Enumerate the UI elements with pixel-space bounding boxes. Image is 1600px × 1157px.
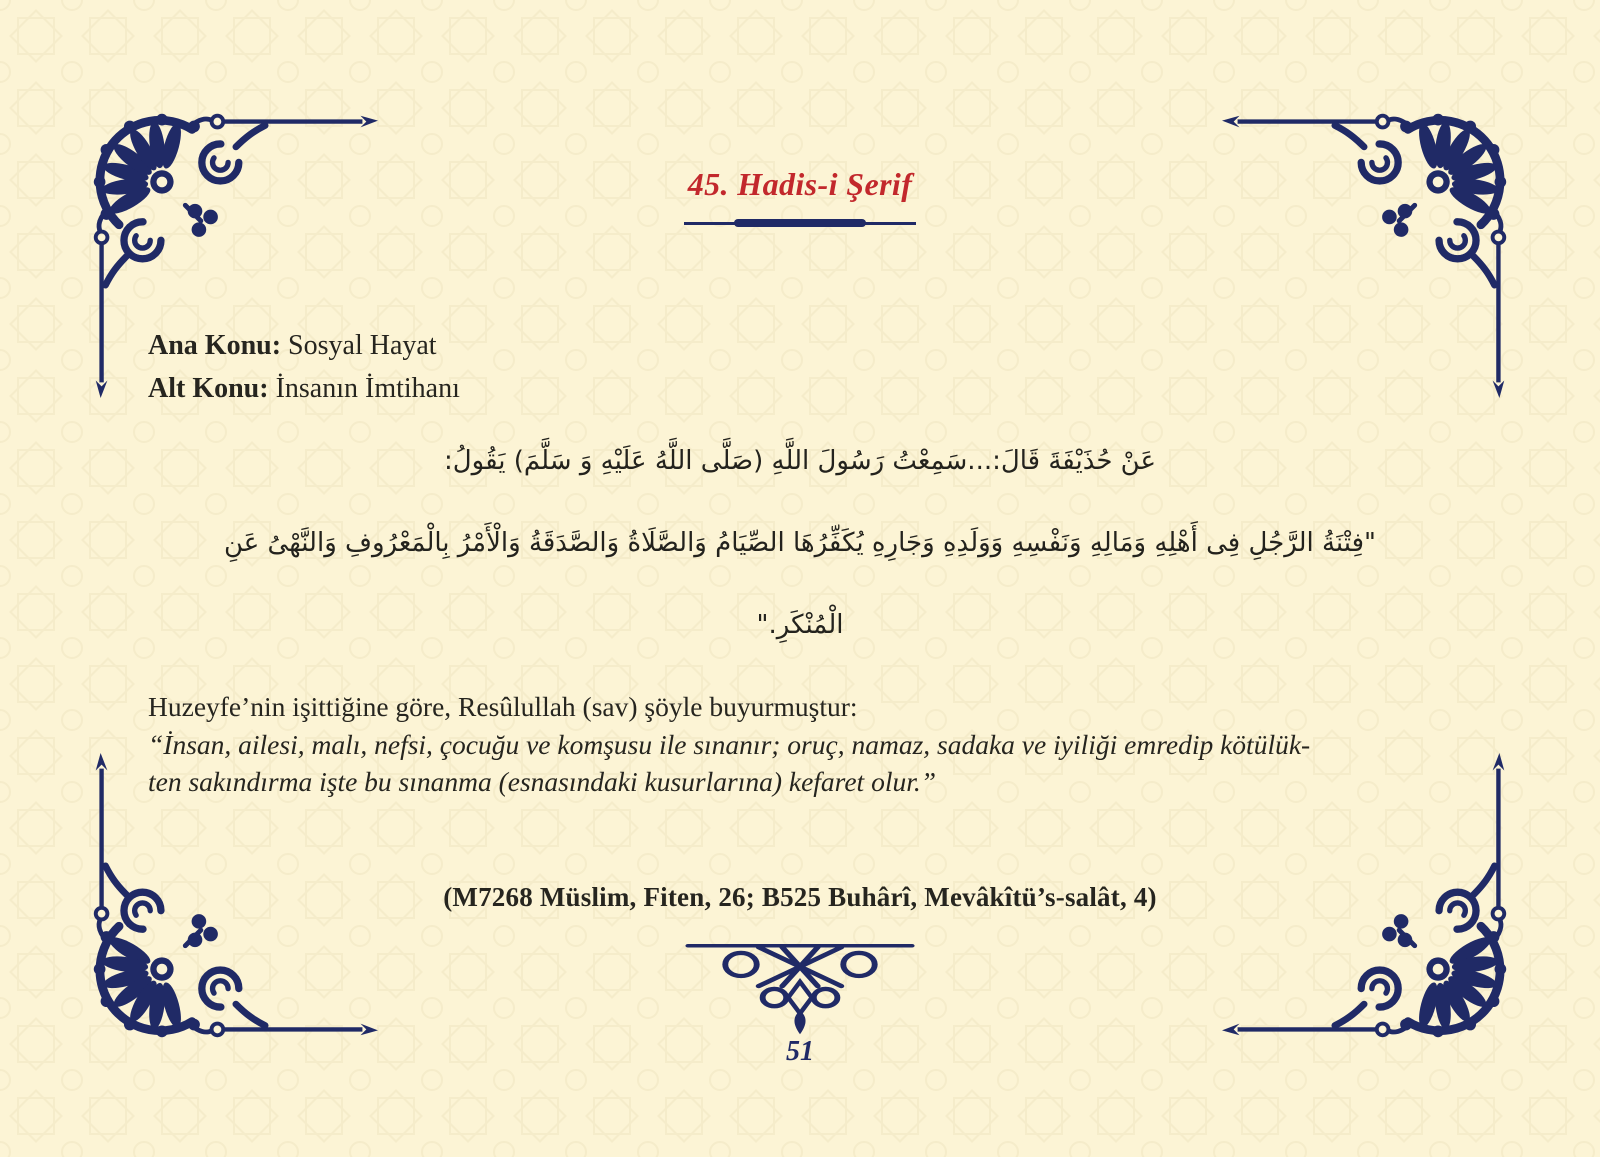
sub-topic-value: İnsanın İmtihanı (268, 373, 460, 404)
main-topic-value: Sosyal Hayat (281, 330, 437, 361)
translation-block (148, 688, 1464, 801)
title-block (0, 166, 1600, 228)
hadith-arabic-line-3: الْمُنْكَرِ." (756, 610, 844, 640)
hadith-arabic-block (90, 420, 1510, 666)
hadith-arabic-line-1: عَنْ حُذَيْفَةَ قَالَ:...سَمِعْتُ رَسُولَ اللَّهِ (صَلَّى اللَّهُ عَلَيْهِ وَ سَلَّمَ) يَقُولُ: (443, 446, 1156, 476)
sub-topic-row (148, 367, 460, 410)
source-citation: (M7268 Müslim, Fiten, 26; B525 Buhârî, Mevâkîtü’s-salât, 4) (443, 882, 1157, 912)
hadith-arabic-line-2: "فِتْنَةُ الرَّجُلِ فِى أَهْلِهِ وَمَالِهِ وَنَفْسِهِ وَوَلَدِهِ وَجَارِهِ يُكَفِّرُهَا الصِّيَامُ وَالصَّلَاةُ وَالصَّدَقَةُ وَالْأَمْرُ بِالْمَعْرُوفِ وَالنَّهْىُ عَنِ (223, 528, 1377, 558)
page-number: 51 (786, 1036, 814, 1067)
topics-block (148, 324, 460, 410)
sub-topic-label: Alt Konu: (148, 373, 269, 404)
narration-intro: Huzeyfe’nin işittiğine göre, Resûlullah (sav) şöyle buyurmuştur: (148, 691, 858, 722)
translation-line-2: ten sakındırma işte bu sınanma (esnasındaki kusurlarına) kefaret olur.” (148, 766, 937, 797)
translation-line-1: “İnsan, ailesi, malı, nefsi, çocuğu ve komşusu ile sınanır; oruç, namaz, sadaka ve iyiliği emredip kötülük- (148, 728, 1311, 760)
footer-flourish (682, 940, 918, 1035)
corner-ornament-top-right (1222, 106, 1514, 398)
main-topic-row (148, 324, 460, 367)
page-title: 45. Hadis-i Şerif (687, 166, 913, 202)
main-topic-label: Ana Konu: (148, 330, 282, 361)
title-divider (684, 219, 916, 228)
title-divider-thick-rule (734, 219, 866, 227)
